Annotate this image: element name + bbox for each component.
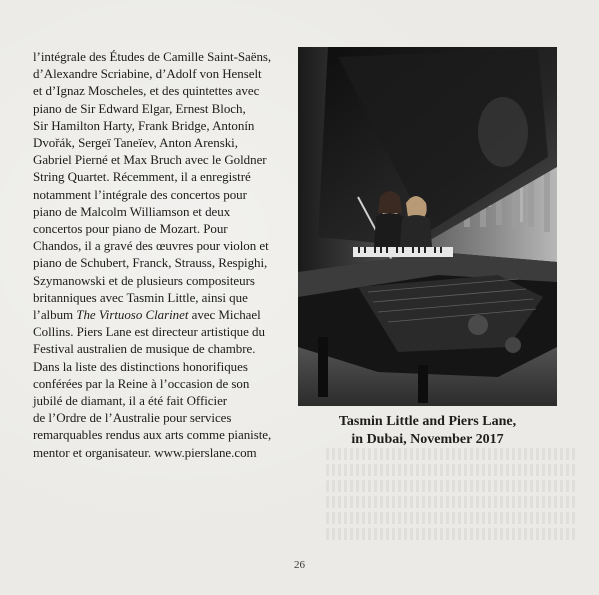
photo-caption: [298, 413, 557, 449]
text-line: Dans la liste des distinctions honorifiques: [33, 358, 248, 374]
text-line: Festival australien de musique de chambre.: [33, 341, 256, 357]
text-fragment: l’album: [33, 307, 74, 323]
text-line: jubilé de diamant, il a été fait Officier: [33, 393, 228, 409]
text-line: Collins. Piers Lane est directeur artistique du: [33, 324, 265, 340]
caption-line-2: in Dubai, November 2017: [351, 432, 504, 447]
text-line: Szymanowski et de plusieurs compositeurs: [33, 272, 255, 288]
album-title: The Virtuoso Clarinet: [76, 307, 189, 323]
text-line: piano de Schubert, Franck, Strauss, Respighi,: [33, 255, 268, 271]
text-line: remarquables rendus aux arts comme pianiste,: [33, 427, 272, 443]
text-line: Dvořák, Sergeï Taneïev, Anton Arenski,: [33, 135, 238, 151]
text-line: notamment l’intégrale des concertos pour: [33, 186, 247, 202]
text-fragment: avec Michael: [191, 307, 261, 323]
text-line: String Quartet. Récemment, il a enregistré: [33, 169, 251, 185]
text-line: et d’Ignaz Moscheles, et des quintettes avec: [33, 83, 260, 99]
text-line: Gabriel Pierné et Max Bruch avec le Goldner: [33, 152, 267, 168]
page-number: 26: [294, 559, 305, 571]
text-line: de l’Ordre de l’Australie pour services: [33, 410, 232, 426]
text-line-with-album: [33, 306, 295, 323]
text-line: piano de Malcolm Williamson et deux: [33, 203, 231, 219]
text-line: mentor et organisateur. www.pierslane.com: [33, 444, 257, 460]
photo-pianists-icon: [298, 47, 557, 406]
text-line: conférées par la Reine à l’occasion de son: [33, 375, 250, 391]
text-line: Sir Hamilton Harty, Frank Bridge, Antonín: [33, 117, 255, 133]
text-line: d’Alexandre Scriabine, d’Adolf von Henselt: [33, 66, 262, 82]
text-line: piano de Sir Edward Elgar, Ernest Bloch,: [33, 100, 246, 116]
caption-line-1: Tasmin Little and Piers Lane,: [338, 414, 517, 429]
text-line: concertos pour piano de Mozart. Pour: [33, 221, 228, 237]
text-line: britanniques avec Tasmin Little, ainsi que: [33, 289, 248, 305]
bleed-through-text: [326, 448, 576, 558]
biography-text: [33, 48, 295, 461]
text-line: l’intégrale des Études de Camille Saint-Saëns,: [33, 49, 272, 64]
text-line: Chandos, il a gravé des œuvres pour violon et: [33, 238, 269, 254]
